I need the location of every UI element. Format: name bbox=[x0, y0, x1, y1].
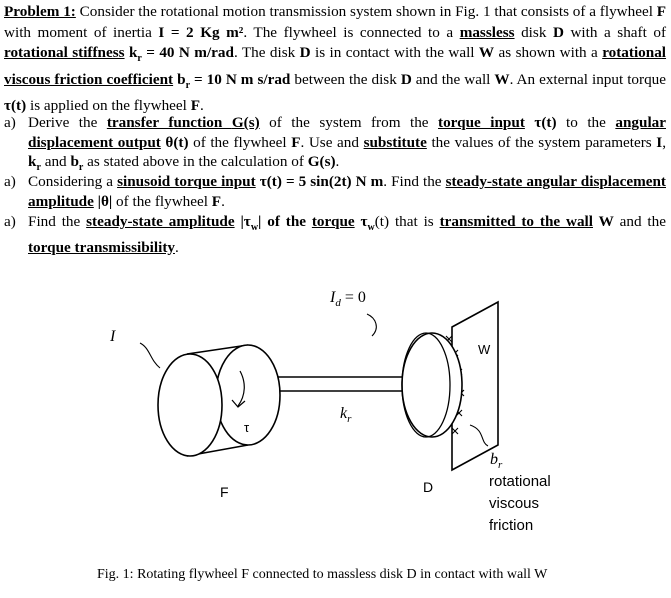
label-br-sub: r bbox=[498, 459, 503, 471]
disk-d bbox=[402, 333, 462, 437]
text: w bbox=[250, 222, 259, 234]
label-friction: friction bbox=[489, 517, 534, 534]
text: D bbox=[299, 44, 311, 61]
text: with a shaft of bbox=[563, 23, 667, 41]
text: . bbox=[174, 238, 179, 256]
text: . The disk bbox=[233, 44, 300, 61]
label-kr bbox=[340, 405, 352, 425]
text: torque transmissibility bbox=[28, 238, 175, 256]
text: . Use and bbox=[300, 133, 364, 151]
text: r bbox=[137, 53, 142, 65]
label-id-main: I bbox=[330, 289, 336, 306]
figure-caption: Fig. 1: Rotating flywheel F connected to massless disk D in contact with wall W bbox=[97, 567, 548, 582]
text: w bbox=[367, 222, 375, 234]
text: b bbox=[173, 70, 186, 88]
text: W bbox=[478, 44, 495, 61]
text: massless bbox=[459, 23, 515, 41]
text: Considering a bbox=[28, 173, 118, 190]
text: transmitted to the wall bbox=[439, 213, 593, 230]
text: torque input bbox=[438, 114, 525, 131]
text: as shown with a bbox=[494, 44, 603, 61]
text: . Find the bbox=[383, 173, 446, 190]
label-viscous: viscous bbox=[489, 495, 540, 512]
label-i: I bbox=[110, 328, 116, 345]
text: and the bbox=[613, 213, 666, 230]
text: . bbox=[335, 153, 340, 170]
problem-statement bbox=[4, 2, 666, 117]
text: and bbox=[40, 153, 71, 170]
text: as stated above in the calculation of bbox=[83, 153, 308, 170]
label-tau: τ bbox=[244, 420, 250, 435]
text: |τ bbox=[234, 213, 251, 230]
text: of the flywheel bbox=[112, 192, 212, 210]
text: k bbox=[28, 153, 37, 170]
text: b bbox=[70, 153, 79, 170]
text: rotational stiffness bbox=[4, 44, 125, 61]
label-w: W bbox=[478, 342, 491, 357]
text: steady-state angular displacement amplitude bbox=[28, 173, 666, 210]
text: that is bbox=[389, 213, 440, 230]
text: r bbox=[185, 79, 191, 91]
text: with moment of inertia bbox=[4, 23, 159, 41]
text: and the wall bbox=[411, 70, 495, 88]
text: . The flywheel is connected to a bbox=[243, 23, 460, 41]
text: |θ| bbox=[93, 192, 113, 210]
label-kr-main: k bbox=[340, 405, 348, 422]
question-label: a) bbox=[4, 114, 16, 131]
label-kr-sub: r bbox=[347, 413, 352, 425]
label-id-sub: d bbox=[335, 297, 341, 309]
label-d: D bbox=[423, 479, 434, 495]
text: W bbox=[494, 70, 510, 88]
text: F bbox=[190, 97, 200, 115]
label-br bbox=[490, 451, 503, 471]
text: I = 2 Kg m² bbox=[158, 23, 244, 41]
text: Derive the bbox=[28, 114, 107, 131]
text: between the disk bbox=[290, 70, 401, 88]
question-label: a) bbox=[4, 213, 16, 230]
label-id-value: = 0 bbox=[340, 289, 366, 306]
text: W bbox=[593, 213, 614, 230]
text: τ bbox=[354, 213, 368, 230]
text: the values of the system parameters bbox=[426, 133, 657, 151]
question-text bbox=[28, 172, 666, 211]
text: k bbox=[124, 44, 138, 61]
text: . An external input torque bbox=[509, 70, 666, 88]
text: transfer function bbox=[106, 114, 232, 131]
text: Find the bbox=[28, 213, 87, 230]
text: to the bbox=[556, 114, 616, 131]
text: τ(t) = 5 sin(2t) N m bbox=[255, 173, 384, 190]
label-id bbox=[329, 289, 366, 309]
text: τ(t) bbox=[4, 97, 27, 115]
text: D bbox=[552, 23, 564, 41]
text: G(s) bbox=[231, 114, 260, 131]
question-text bbox=[28, 212, 666, 257]
text: θ(t) bbox=[160, 133, 189, 151]
label-br-main: b bbox=[490, 451, 498, 468]
text: F bbox=[656, 3, 667, 20]
problem-title: Problem 1: bbox=[4, 3, 76, 20]
text: G(s) bbox=[307, 153, 336, 170]
text: is in contact with the wall bbox=[310, 44, 479, 61]
text: of the flywheel bbox=[188, 133, 292, 151]
question-text bbox=[28, 113, 666, 178]
question-a bbox=[4, 113, 666, 178]
text: r bbox=[78, 162, 84, 174]
question-label: a) bbox=[4, 173, 16, 190]
text: . bbox=[221, 192, 225, 210]
text: rotational viscous friction coefficient bbox=[4, 44, 667, 88]
label-rotational: rotational bbox=[489, 473, 551, 490]
text: torque bbox=[311, 213, 355, 230]
text: disk bbox=[514, 23, 553, 41]
text: steady-state amplitude bbox=[86, 213, 235, 230]
text: | of the bbox=[258, 213, 312, 230]
text: = 40 N m/rad bbox=[141, 44, 234, 61]
text: = 10 N m s/rad bbox=[190, 70, 291, 88]
text: , bbox=[662, 133, 666, 151]
figure-diagram bbox=[0, 270, 671, 570]
text: F bbox=[211, 192, 222, 210]
question-b bbox=[4, 172, 666, 211]
text: τ(t) bbox=[524, 114, 557, 131]
text: sinusoid torque input bbox=[117, 173, 256, 190]
text: r bbox=[36, 162, 41, 174]
text: (t) bbox=[374, 213, 390, 230]
text: F bbox=[291, 133, 301, 151]
text: angular displacement output bbox=[28, 114, 666, 151]
text: substitute bbox=[363, 133, 427, 151]
text: I bbox=[656, 133, 663, 151]
question-c bbox=[4, 212, 666, 257]
leader-id bbox=[367, 314, 376, 336]
leader-i bbox=[140, 343, 160, 368]
label-f: F bbox=[220, 484, 229, 500]
flywheel-f bbox=[158, 345, 280, 456]
text: of the system from the bbox=[259, 114, 439, 131]
text: . bbox=[199, 97, 204, 115]
text: is applied on the flywheel bbox=[26, 97, 191, 115]
text: Consider the rotational motion transmission system shown in Fig. 1 that consists of a flywheel bbox=[75, 3, 657, 20]
text: D bbox=[400, 70, 412, 88]
